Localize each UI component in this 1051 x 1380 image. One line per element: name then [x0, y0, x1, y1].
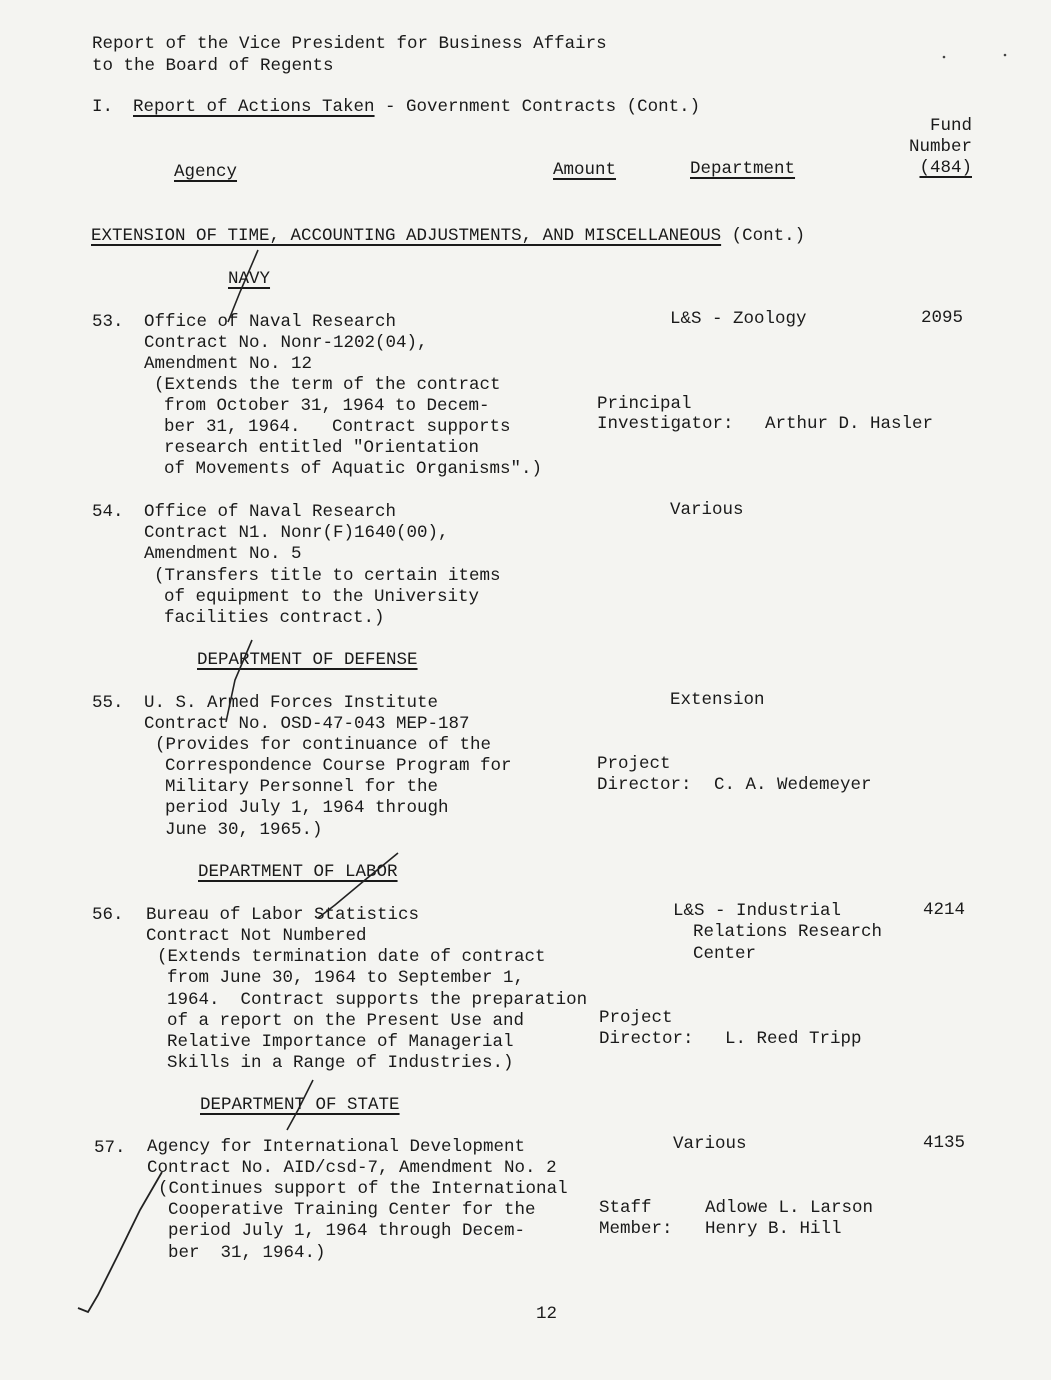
entry-54-desc: (Transfers title to certain items: [154, 566, 501, 586]
entry-57-desc: Cooperative Training Center for the: [168, 1200, 536, 1220]
entry-55-desc: Correspondence Course Program for: [165, 756, 512, 776]
entry-53-desc: (Extends the term of the contract: [154, 375, 501, 395]
check-mark-labor: [318, 853, 398, 918]
entry-57-number: 57.: [94, 1138, 126, 1158]
entry-56-person: L. Reed Tripp: [725, 1029, 862, 1049]
entry-53-line: Office of Naval Research: [144, 312, 397, 332]
page-number: 12: [536, 1304, 558, 1324]
entry-57-role: Member:: [599, 1219, 673, 1239]
entry-56-number: 56.: [92, 905, 124, 925]
entry-56-line: Contract Not Numbered: [146, 926, 367, 946]
entry-57-person: Adlowe L. Larson: [705, 1198, 874, 1218]
entry-54-desc: of equipment to the University: [164, 587, 480, 607]
section-defense: DEPARTMENT OF DEFENSE: [197, 650, 418, 670]
entry-55-desc: (Provides for continuance of the: [155, 735, 492, 755]
entry-53-desc: research entitled "Orientation: [164, 438, 480, 458]
entry-56-desc: Skills in a Range of Industries.): [167, 1053, 514, 1073]
entry-56-department: L&S - Industrial: [673, 901, 842, 921]
entry-56-desc: Relative Importance of Managerial: [167, 1032, 514, 1052]
entry-53-fund: 2095: [921, 308, 964, 328]
section-navy: NAVY: [228, 269, 271, 289]
entry-55-person: C. A. Wedemeyer: [714, 775, 872, 795]
entry-57-desc: ber 31, 1964.): [168, 1243, 326, 1263]
section-state: DEPARTMENT OF STATE: [200, 1095, 400, 1115]
entry-55-desc: Military Personnel for the: [165, 777, 439, 797]
entry-56-department: Center: [693, 944, 757, 964]
column-department: Department: [690, 159, 796, 179]
entry-56-fund: 4214: [923, 900, 966, 920]
check-mark-navy: [228, 250, 258, 322]
section-title-rest: - Government Contracts (Cont.): [374, 97, 701, 117]
column-fund-line-3: (484): [919, 158, 972, 178]
check-mark-state: [287, 1080, 313, 1130]
entry-53-number: 53.: [92, 312, 124, 332]
entry-55-number: 55.: [92, 693, 124, 713]
entry-55-line: Contract No. OSD-47-043 MEP-187: [144, 714, 470, 734]
entry-55-desc: June 30, 1965.): [165, 820, 323, 840]
entry-55-role: Project: [597, 754, 671, 774]
report-title-line-1: Report of the Vice President for Business Affairs: [92, 34, 607, 54]
entry-57-desc: period July 1, 1964 through Decem-: [168, 1221, 526, 1241]
section-number: I.: [92, 97, 114, 117]
entry-54-line: Amendment No. 5: [144, 544, 302, 564]
column-amount: Amount: [553, 160, 617, 180]
stray-mark: [1004, 54, 1007, 57]
entry-56-role: Project: [599, 1008, 673, 1028]
entry-53-line: Amendment No. 12: [144, 354, 313, 374]
check-mark-defense: [226, 640, 252, 722]
entry-53-role: Investigator:: [597, 414, 734, 434]
column-fund-line-2: Number: [908, 137, 972, 157]
category-title: EXTENSION OF TIME, ACCOUNTING ADJUSTMENTS, AND MISCELLANEOUS: [91, 226, 722, 246]
entry-55-line: U. S. Armed Forces Institute: [144, 693, 439, 713]
entry-53-desc: of Movements of Aquatic Organisms".): [164, 459, 543, 479]
entry-53-department: L&S - Zoology: [670, 309, 807, 329]
entry-57-department: Various: [673, 1134, 747, 1154]
entry-53-role: Principal: [597, 394, 692, 414]
entry-57-role: Staff: [599, 1198, 652, 1218]
section-title: Report of Actions Taken: [133, 97, 375, 117]
entry-55-desc: period July 1, 1964 through: [165, 798, 449, 818]
entry-57-desc: (Continues support of the International: [158, 1179, 568, 1199]
entry-55-role: Director:: [597, 775, 692, 795]
entry-53-person: Arthur D. Hasler: [765, 414, 934, 434]
entry-57-line: Agency for International Development: [147, 1137, 526, 1157]
entry-54-line: Contract N1. Nonr(F)1640(00),: [144, 523, 449, 543]
category-suffix: (Cont.): [721, 226, 806, 246]
stray-mark: [943, 56, 946, 59]
entry-54-desc: facilities contract.): [164, 608, 385, 628]
entry-53-line: Contract No. Nonr-1202(04),: [144, 333, 428, 353]
entry-56-desc: (Extends termination date of contract: [157, 947, 546, 967]
entry-53-desc: ber 31, 1964. Contract supports: [164, 417, 511, 437]
entry-54-line: Office of Naval Research: [144, 502, 397, 522]
entry-57-fund: 4135: [923, 1133, 966, 1153]
entry-57-person: Henry B. Hill: [705, 1219, 842, 1239]
entry-53-desc: from October 31, 1964 to Decem-: [164, 396, 490, 416]
entry-54-department: Various: [670, 500, 744, 520]
entry-56-role: Director:: [599, 1029, 694, 1049]
column-agency: Agency: [174, 162, 238, 182]
report-title-line-2: to the Board of Regents: [92, 56, 334, 76]
entry-56-desc: of a report on the Present Use and: [167, 1011, 525, 1031]
entry-54-number: 54.: [92, 502, 124, 522]
entry-57-line: Contract No. AID/csd-7, Amendment No. 2: [147, 1158, 557, 1178]
check-mark-long: [78, 1172, 162, 1312]
entry-55-department: Extension: [670, 690, 765, 710]
column-fund-line-1: Fund: [929, 116, 972, 136]
section-labor: DEPARTMENT OF LABOR: [198, 862, 398, 882]
entry-56-line: Bureau of Labor Statistics: [146, 905, 420, 925]
entry-56-department: Relations Research: [693, 922, 883, 942]
entry-56-desc: from June 30, 1964 to September 1,: [167, 968, 525, 988]
entry-56-desc: 1964. Contract supports the preparation: [167, 990, 588, 1010]
